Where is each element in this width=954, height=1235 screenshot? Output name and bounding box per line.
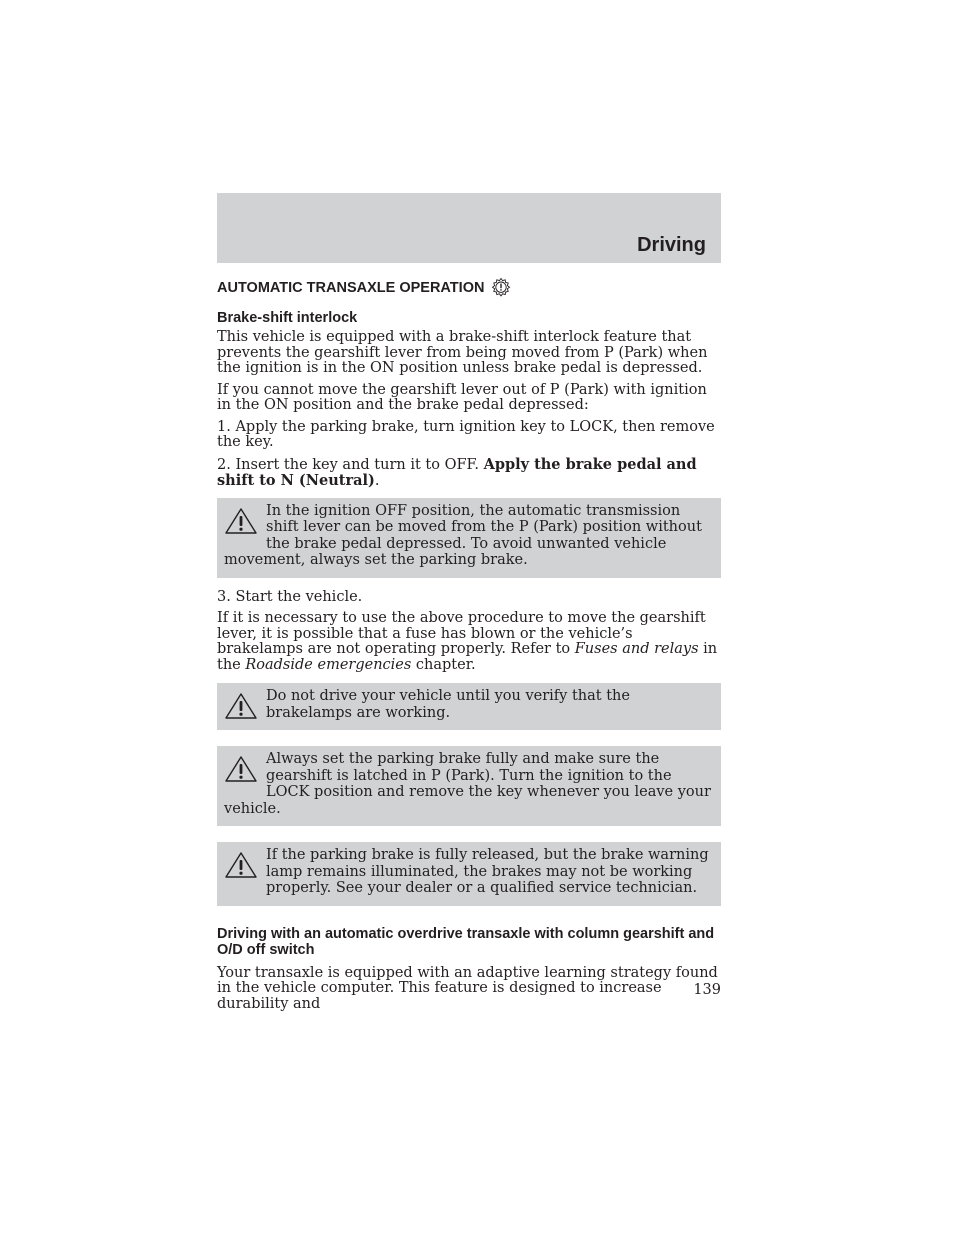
step-2-end: . — [374, 473, 380, 489]
step-1: 1. Apply the parking brake, turn ignition key to LOCK, then remove the key. — [217, 418, 715, 450]
paragraph-interlock-description: This vehicle is equipped with a brake-shift interlock feature that prevents the gearshift lever from being moved from P (Park) when the ignition is in the ON position unless brake pedal is depressed. — [217, 329, 708, 376]
warning-triangle-icon — [224, 851, 258, 881]
warning-box-4 — [217, 842, 721, 906]
fuse-note-text-b: in the — [217, 641, 718, 673]
warning-triangle-icon — [224, 755, 258, 785]
header-band — [217, 193, 721, 263]
main-content — [217, 276, 721, 1018]
page-title: Driving — [637, 234, 706, 256]
paragraph-cannot-move-lever: If you cannot move the gearshift lever out of P (Park) with ignition in the ON position and the brake pedal depressed: — [217, 381, 707, 413]
section-heading — [217, 276, 721, 300]
warning-text-4: If the parking brake is fully released, but the brake warning lamp remains illuminated, the brakes may not be working properly. See your dealer or a qualified service technician. — [266, 847, 709, 896]
subheading-brake-shift-interlock: Brake-shift interlock — [217, 310, 358, 326]
warning-text-1: In the ignition OFF position, the automatic transmission shift lever can be moved from the P (Park) position without the brake pedal depressed. To avoid unwanted vehicle movement, always set the parking brake. — [224, 502, 702, 568]
step-2-bold: Apply the brake pedal and shift to N (Neutral) — [217, 455, 697, 489]
warning-triangle-icon — [224, 692, 258, 722]
section-heading-text: AUTOMATIC TRANSAXLE OPERATION — [217, 280, 485, 296]
warning-text-2: Do not drive your vehicle until you verify that the brakelamps are working. — [266, 688, 630, 721]
step-3: 3. Start the vehicle. — [217, 588, 363, 605]
warning-box-1 — [217, 498, 721, 578]
warning-box-3 — [217, 746, 721, 826]
warning-triangle-icon — [224, 507, 258, 537]
warning-text-3: Always set the parking brake fully and make sure the gearshift is latched in P (Park). Turn the ignition to the LOCK position and remove the key whenever you leave your vehicle. — [224, 751, 711, 817]
gear-icon — [490, 277, 512, 299]
step-2 — [217, 457, 721, 490]
step-2-text: 2. Insert the key and turn it to OFF. — [217, 456, 484, 473]
page-number: 139 — [693, 982, 721, 998]
paragraph-adaptive-learning: Your transaxle is equipped with an adaptive learning strategy found in the vehicle computer. This feature is designed to increase durability and — [217, 964, 718, 1012]
fuse-note-link-roadside: Roadside emergencies — [245, 656, 412, 673]
paragraph-fuse-note — [217, 611, 721, 673]
fuse-note-text-a: If it is necessary to use the above procedure to move the gearshift lever, it is possible that a fuse has blown or the vehicle’s brakelamps are not operating properly. Refer to — [217, 610, 706, 657]
fuse-note-link-fuses: Fuses and relays — [574, 641, 699, 657]
fuse-note-text-c: chapter. — [411, 656, 476, 673]
subheading-overdrive-transaxle: Driving with an automatic overdrive transaxle with column gearshift and O/D off switch — [217, 925, 715, 958]
warning-box-2 — [217, 683, 721, 730]
